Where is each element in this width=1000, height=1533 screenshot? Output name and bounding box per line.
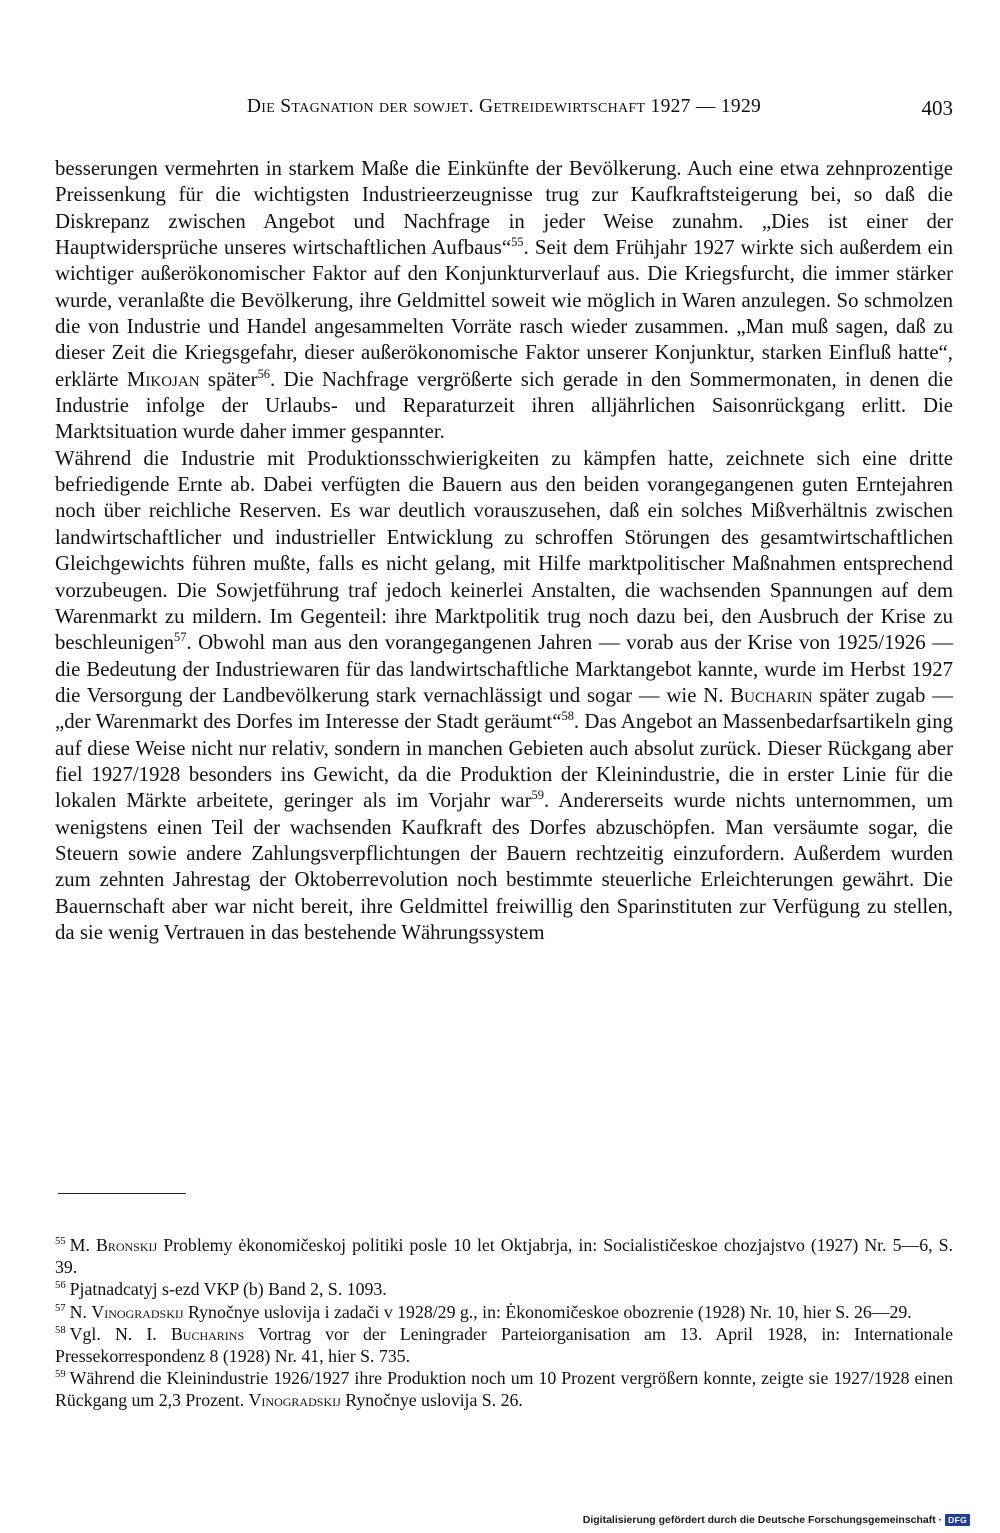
footnote-text: Problemy ėkonomičeskoj politiki posle 10 let Oktjabrja, in: Socialističeskoe chozjajstvo (1927) Nr. 5—6, S. 39.	[55, 1235, 954, 1278]
footnote-author: Vinogradskij	[91, 1301, 184, 1322]
footnote-text: N.	[69, 1301, 92, 1322]
paragraph-2	[55, 446, 953, 947]
text-run: besserungen vermehrten in starkem Maße die Einkünfte der Bevölkerung. Auch eine etwa zehnprozentige Preissenkung für die wichtigsten Industrieerzeugnisse trug zur Kaufkraftsteigerung bei, so daß die Diskrepanz zwischen Angebot und Nachfrage in jeder Weise zunahm. „Dies ist einer der Hauptwidersprüche unseres wirtschaftlichen Aufbaus“	[55, 157, 953, 260]
text-run: Während die Industrie mit Produktionsschwierigkeiten zu kämpfen hatte, zeichnete sich eine dritte befriedigende Ernte ab. Dabei verfügten die Bauern aus den beiden vorangegangenen guten Erntejahren noch über reichliche Reserven. Es war deutlich vorauszusehen, daß ein solches Mißverhältnis zwischen landwirtschaftlicher und industrieller Entwicklung zu schroffen Störungen des gesamtwirtschaftlichen Gleichgewichts führen mußte, falls es nicht gelang, mit Hilfe marktpolitischer Maßnahmen entsprechend vorzubeugen. Die Sowjetführung traf jedoch keinerlei Anstalten, die wachsenden Spannungen auf dem Warenmarkt zu mildern. Im Gegenteil: ihre Marktpolitik trug noch dazu bei, den Ausbruch der Krise zu beschleunigen	[55, 446, 953, 655]
footnote-ref-59[interactable]: 59	[531, 788, 544, 803]
footnote-number: 57	[55, 1301, 66, 1314]
footnote-ref-58[interactable]: 58	[561, 709, 574, 724]
footnote-text: Rynočnye uslovija S. 26.	[340, 1390, 523, 1411]
footnote-57	[55, 1301, 953, 1323]
text-run: . Obwohl man aus den vorangegangenen Jahren — vorab aus der Krise von 1925/1926 — die Bedeutung der Industriewaren für das landwirtschaftliche Marktangebot kannte, wurde im Herbst 1927 die Versorgung der Landbevölkerung stark vernachlässigt und sogar — wie N.	[55, 631, 953, 707]
text-run: . Seit dem Frühjahr 1927 wirkte sich außerdem ein wichtiger außerökonomischer Faktor auf den Konjunkturverlauf aus. Die Kriegsfurcht, die immer stärker wurde, veranlaßte die Bevölkerung, ihre Geldmittel soweit wie möglich in Waren anzulegen. So schmolzen die von Industrie und Handel angesammelten Vorräte rasch wieder zusammen. „Man muß sagen, daß zu dieser Zeit die Kriegsgefahr, dieser außerökonomische Faktor unserer Konjunktur, starken Einfluß hatte“, erklärte	[55, 236, 953, 391]
footnote-author: Bronskij	[95, 1235, 158, 1255]
dfg-logo: DFG	[945, 1514, 970, 1526]
footnote-text: Während die Kleinindustrie 1926/1927 ihre Produktion noch um 10 Prozent vergrößern konnte, zeigte sie 1927/1928 einen Rückgang um 2,3 Prozent.	[55, 1368, 953, 1411]
footnote-text: Rynočnye uslovija i zadači v 1928/29 g., in: Ėkonomičeskoe obozrenie (1928) Nr. 10, hier S. 26—29.	[183, 1301, 912, 1322]
text-run: später	[199, 367, 258, 391]
footnote-author: Bucharins	[170, 1323, 245, 1344]
text-run: . Die Nachfrage vergrößerte sich gerade in den Sommermonaten, in denen die Industrie infolge der Urlaubs- und Reparaturzeit ihren alljährlichen Saisonrückgang erlitt. Die Marktsituation wurde daher immer gespannter.	[55, 367, 953, 444]
footnote-56	[55, 1278, 953, 1300]
running-title: Die Stagnation der sowjet. Getreidewirtschaft 1927 — 1929	[246, 96, 762, 117]
footnote-text: Pjatnadcatyj s-ezd VKP (b) Band 2, S. 1093.	[69, 1279, 387, 1300]
footnote-55	[55, 1234, 953, 1278]
footnote-text: Vortrag vor der Leningrader Parteiorganisation am 13. April 1928, in: Internationale Pressekorrespondenz 8 (1928) Nr. 41, hier S. 735.	[55, 1323, 953, 1367]
paragraph-1	[55, 156, 953, 446]
footnote-ref-55[interactable]: 55	[511, 235, 524, 250]
footnote-number: 59	[55, 1368, 66, 1381]
footnote-58	[55, 1323, 953, 1367]
footnote-author: Vinogradskij	[248, 1390, 341, 1411]
author-name-bucharin: Bucharin	[730, 683, 813, 707]
text-run: . Andererseits wurde nichts unternommen, um wenigstens einen Teil der wachsenden Kaufkraft des Dorfes abzuschöpfen. Man versäumte sogar, die Steuern sowie andere Zahlungsverpflichtungen der Bauern rechtzeitig einzufordern. Außerdem wurden zum zehnten Jahrestag der Oktoberrevolution noch bestimmte steuerliche Erleichterungen gewährt. Die Bauernschaft aber war nicht bereit, ihre Geldmittel freiwillig den Sparinstituten zur Verfügung zu stellen, da sie wenig Vertrauen in das bestehende Währungssystem	[55, 789, 953, 944]
footnote-number: 58	[55, 1323, 66, 1336]
credit-text: Digitalisierung gefördert durch die Deutsche Forschungsgemeinschaft ·	[582, 1514, 943, 1526]
footnote-59	[55, 1367, 953, 1411]
text-run: . Das Angebot an Massenbedarfsartikeln ging auf diese Weise nicht nur relativ, sondern in manchen Gebieten auch absolut zurück. Dieser Rückgang aber fiel 1927/1928 besonders ins Gewicht, da die Produktion der Kleinindustrie, die in erster Linie für die lokalen Märkte arbeitete, geringer als im Vorjahr war	[55, 710, 953, 813]
digitization-credit	[583, 1514, 970, 1526]
running-header	[55, 96, 953, 130]
footnote-text: M.	[69, 1235, 96, 1255]
footnote-ref-57[interactable]: 57	[173, 630, 187, 645]
text-run: später zugab — „der Warenmarkt des Dorfes im Interesse der Stadt geräumt“	[55, 683, 953, 734]
main-text	[55, 156, 953, 946]
footnotes	[55, 1234, 953, 1412]
footnote-number: 55	[55, 1235, 66, 1248]
page-number: 403	[921, 96, 953, 120]
footnote-ref-56[interactable]: 56	[257, 366, 271, 381]
footnote-text: Vgl. N. I.	[69, 1323, 171, 1344]
footnote-number: 56	[55, 1279, 66, 1292]
author-name-mikojan: Mikojan	[126, 367, 200, 391]
footnote-separator	[58, 1193, 186, 1194]
